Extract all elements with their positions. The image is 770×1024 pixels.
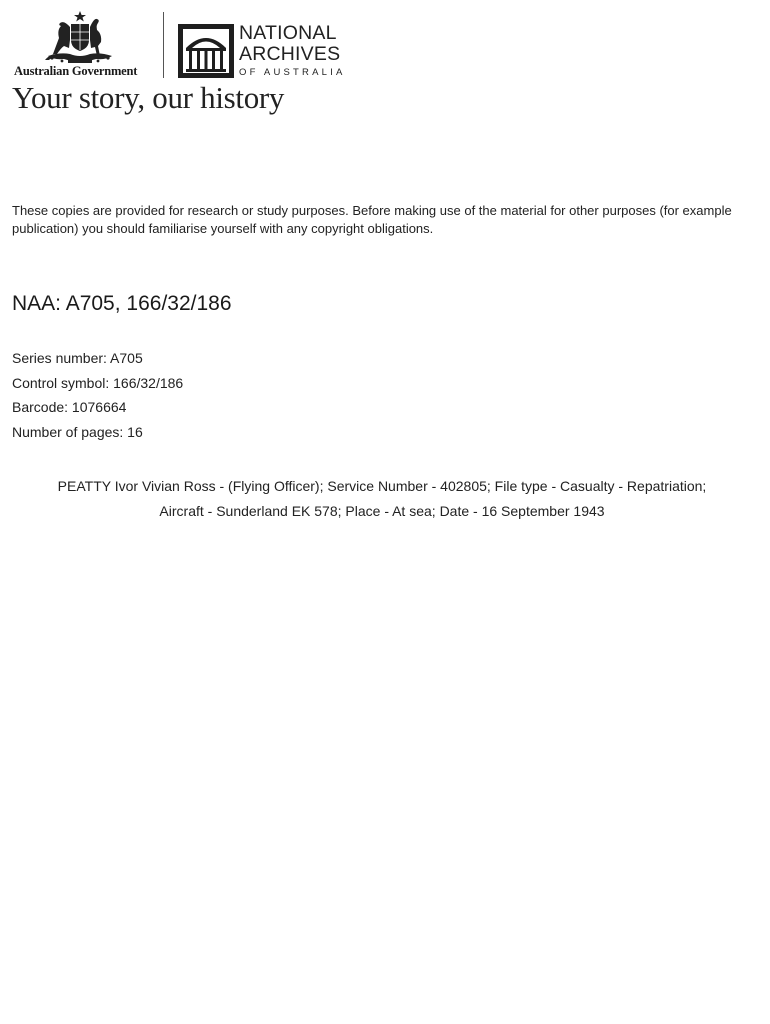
archives-name-line2: ARCHIVES <box>239 43 341 65</box>
header-divider <box>163 12 164 78</box>
item-description <box>12 474 752 523</box>
item-metadata <box>12 346 183 444</box>
description-line-2: Aircraft - Sunderland EK 578; Place - At sea; Date - 16 September 1943 <box>159 502 605 519</box>
page-header <box>12 10 372 80</box>
description-line-1: PEATTY Ivor Vivian Ross - (Flying Officer); Service Number - 402805; File type - Casualty - Repatriation; <box>57 478 707 494</box>
australian-government-wordmark: Australian Government <box>14 64 138 78</box>
series-number: Series number: A705 <box>12 350 143 366</box>
archives-name-line3: OF AUSTRALIA <box>239 67 346 78</box>
item-title: NAA: A705, 166/32/186 <box>12 292 232 315</box>
tagline: Your story, our history <box>12 80 285 115</box>
archives-name-line1: NATIONAL <box>239 22 337 44</box>
copyright-disclaimer: These copies are provided for research or study purposes. Before making use of the material for other purposes (for example publication) you should familiarise yourself with any copyright obligations. <box>12 203 732 236</box>
coat-of-arms-icon <box>40 10 120 64</box>
australian-government-logo <box>12 10 152 80</box>
page-count: Number of pages: 16 <box>12 423 143 440</box>
national-archives-building-icon <box>178 24 234 78</box>
barcode: Barcode: 1076664 <box>12 399 127 415</box>
control-symbol: Control symbol: 166/32/186 <box>12 374 184 391</box>
national-archives-wordmark <box>239 23 346 78</box>
